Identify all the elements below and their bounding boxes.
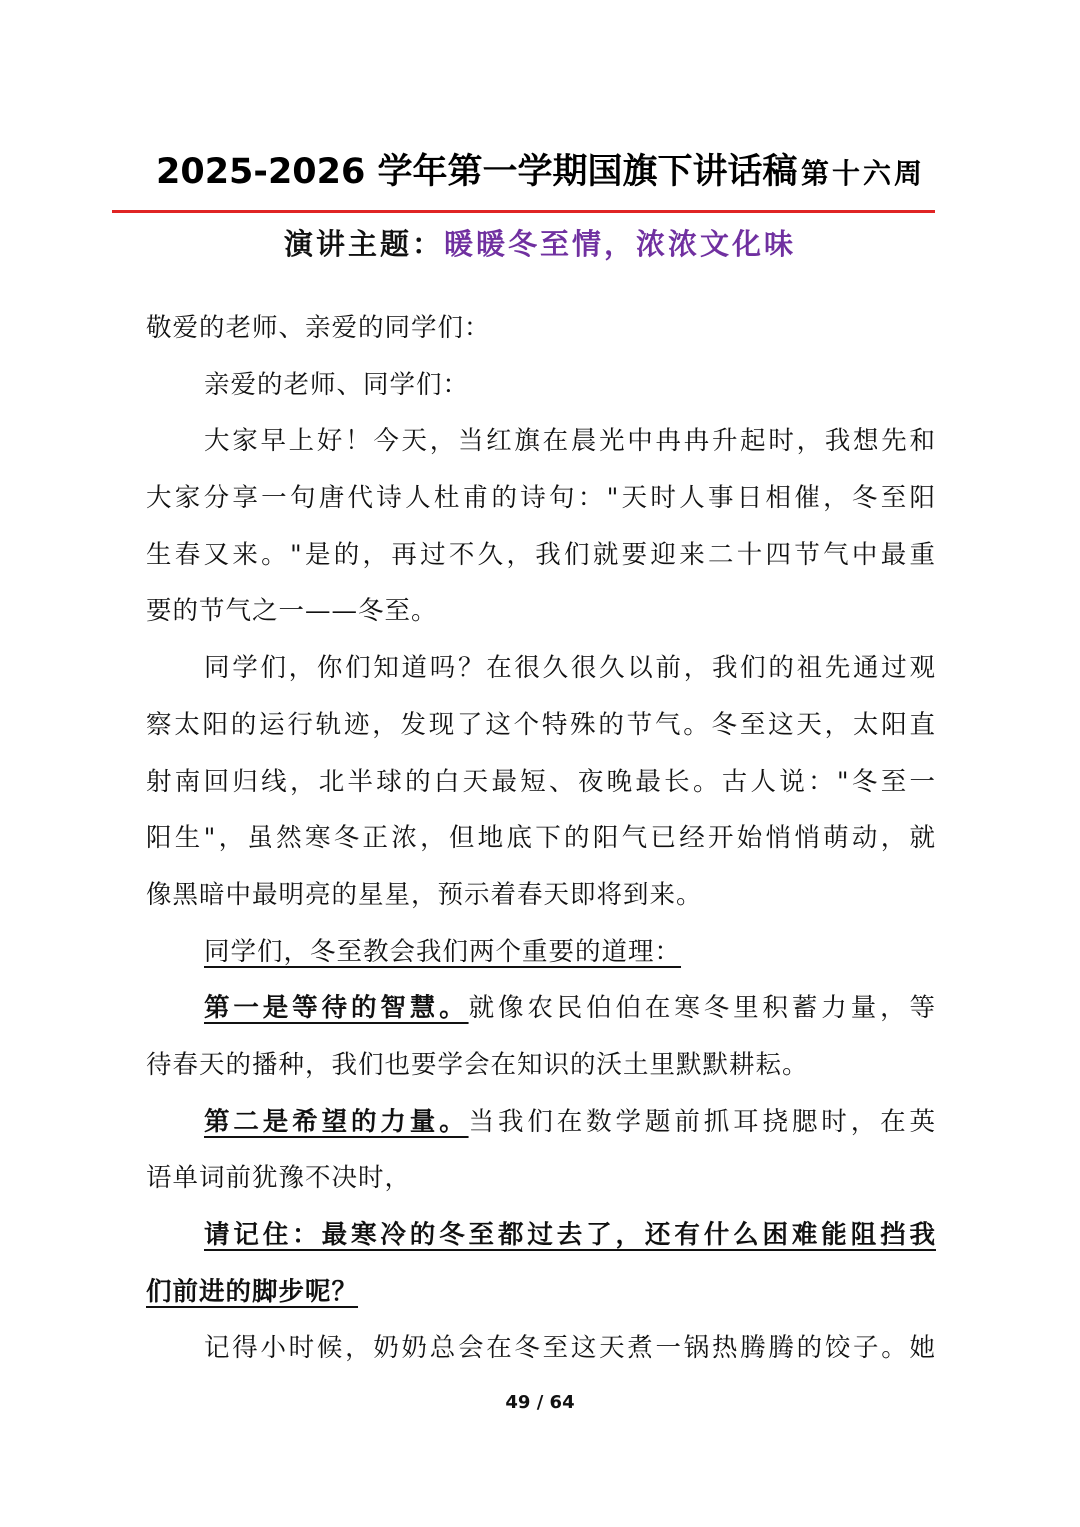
paragraph-line: 阳生"，虽然寒冬正浓，但地底下的阳气已经开始悄悄萌动，就 (146, 823, 936, 854)
document-title: 2025-2026 学年第一学期国旗下讲话稿 (156, 152, 798, 192)
key-point-heading (146, 924, 936, 981)
paragraph-line: 察太阳的运行轨迹，发现了这个特殊的节气。冬至这天，太阳直 (146, 709, 936, 740)
paragraph-line: 像黑暗中最明亮的星星，预示着春天即将到来。 (146, 879, 703, 910)
week-label: 第十六周 (800, 157, 925, 190)
page-number: 49 / 64 (505, 1392, 575, 1413)
speech-subject (0, 222, 1080, 263)
paragraph-line: 生春又来。"是的，再过不久，我们就要迎来二十四节气中最重 (146, 539, 936, 570)
subject-label: 演讲主题： (283, 227, 444, 261)
paragraph-line: 大家分享一句唐代诗人杜甫的诗句："天时人事日相催，冬至阳 (146, 483, 936, 514)
salutation: 敬爱的老师、亲爱的同学们： (146, 313, 491, 343)
speech-body (146, 300, 936, 1377)
header-divider (112, 210, 935, 213)
point-two-line (146, 1094, 936, 1151)
emphasis-line (146, 1264, 936, 1321)
emphasis-text-1: 请记住：最寒冷的冬至都过去了，还有什么困难能阻挡我 (204, 1220, 936, 1250)
point-one-lead: 第一是等待的智慧。 (204, 993, 469, 1024)
emphasis-line (146, 1207, 936, 1264)
point-two-lead: 第二是希望的力量。 (204, 1106, 469, 1137)
subject-theme: 暖暖冬至情，浓浓文化味 (444, 227, 797, 261)
paragraph-line: 同学们，你们知道吗？在很久很久以前，我们的祖先通过观 (204, 653, 936, 684)
paragraph-line: 要的节气之一——冬至。 (146, 596, 438, 627)
point-one-text: 就像农民伯伯在寒冬里积蓄力量，等 (468, 993, 936, 1024)
paragraph-line: 待春天的播种，我们也要学会在知识的沃土里默默耕耘。 (146, 1049, 809, 1080)
underlined-heading: 同学们，冬至教会我们两个重要的道理： (204, 936, 682, 967)
paragraph-line: 大家早上好！今天，当红旗在晨光中冉冉升起时，我想先和 (204, 426, 936, 457)
greeting: 亲爱的老师、同学们： (204, 369, 470, 400)
paragraph-line: 记得小时候，奶奶总会在冬至这天煮一锅热腾腾的饺子。她 (204, 1333, 936, 1364)
point-one-line (146, 980, 936, 1037)
paragraph-line: 射南回归线，北半球的白天最短、夜晚最长。古人说："冬至一 (146, 766, 936, 797)
emphasis-text-2: 们前进的脚步呢？ (146, 1276, 359, 1307)
point-two-text: 当我们在数学题前抓耳挠腮时，在英 (468, 1106, 936, 1137)
paragraph-line: 语单词前犹豫不决时， (146, 1163, 412, 1194)
document-header (112, 148, 935, 204)
